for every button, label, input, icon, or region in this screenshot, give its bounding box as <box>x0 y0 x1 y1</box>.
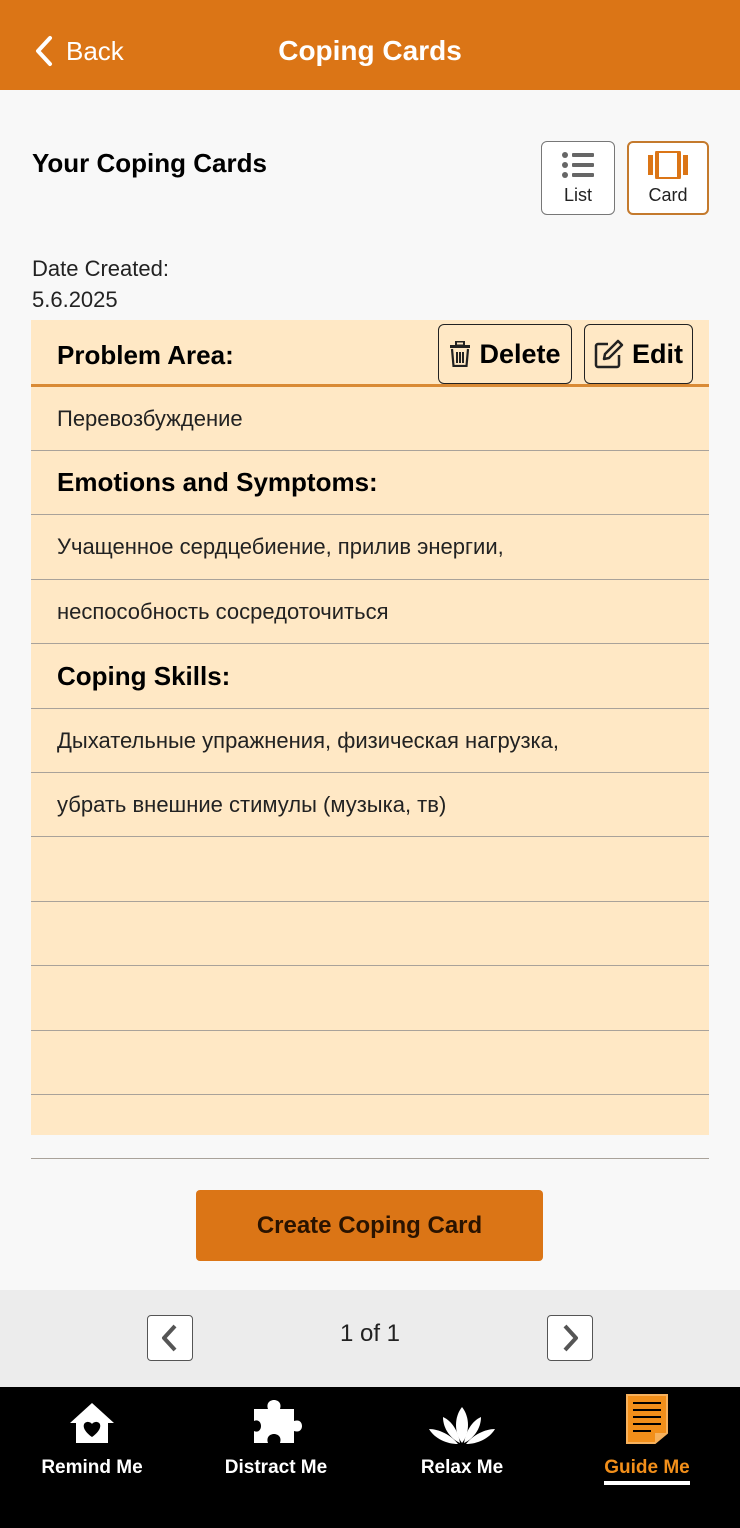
card-view-label: Card <box>648 184 688 205</box>
coping-card <box>31 320 709 1135</box>
date-created-label: Date Created: <box>32 256 169 281</box>
card-line <box>31 1095 709 1159</box>
card-line <box>31 1031 709 1095</box>
date-created-value: 5.6.2025 <box>32 287 118 312</box>
tab-label: Distract Me <box>224 1457 328 1478</box>
card-section-heading: Coping Skills: <box>31 645 709 709</box>
tab-distract-me[interactable] <box>214 1387 338 1507</box>
tab-guide-me[interactable] <box>596 1387 698 1507</box>
card-line: неспособность сосредоточиться <box>31 580 709 644</box>
chevron-right-icon <box>560 1323 580 1353</box>
card-view-button[interactable] <box>627 141 709 215</box>
list-view-label: List <box>563 184 592 205</box>
card-line: Дыхательные упражнения, физическая нагрузка, <box>31 709 709 773</box>
tab-remind-me[interactable] <box>30 1387 154 1507</box>
list-icon <box>561 151 595 179</box>
page-title: Coping Cards <box>278 35 462 66</box>
section-heading: Your Coping Cards <box>32 148 267 178</box>
card-header <box>31 320 709 387</box>
back-button[interactable] <box>34 28 124 74</box>
create-coping-card-button[interactable]: Create Coping Card <box>196 1190 543 1261</box>
lotus-icon <box>427 1405 497 1445</box>
back-label: Back <box>66 35 124 66</box>
card-line <box>31 838 709 902</box>
tab-label: Relax Me <box>420 1457 504 1478</box>
card-section-heading: Emotions and Symptoms: <box>31 451 709 515</box>
notepad-icon <box>625 1393 669 1445</box>
delete-label: Delete <box>479 338 561 369</box>
problem-area-label: Problem Area: <box>57 340 234 370</box>
house-heart-icon <box>68 1401 116 1445</box>
trash-icon <box>449 341 471 367</box>
card-line: Учащенное сердцебиение, прилив энергии, <box>31 516 709 580</box>
delete-button[interactable] <box>438 324 572 384</box>
next-page-button[interactable] <box>547 1315 593 1361</box>
chevron-left-icon <box>34 35 54 67</box>
puzzle-icon <box>250 1399 302 1445</box>
card-line <box>31 902 709 966</box>
tab-label: Remind Me <box>41 1457 143 1478</box>
card-line: Перевозбуждение <box>31 387 709 451</box>
page-indicator: 1 of 1 <box>339 1320 401 1347</box>
edit-button[interactable] <box>584 324 693 384</box>
cards-icon <box>648 151 688 179</box>
tab-relax-me[interactable] <box>404 1387 520 1507</box>
list-view-button[interactable] <box>541 141 615 215</box>
edit-icon <box>594 339 624 369</box>
tab-label: Guide Me <box>604 1457 690 1485</box>
edit-label: Edit <box>632 338 683 369</box>
card-line: убрать внешние стимулы (музыка, тв) <box>31 773 709 837</box>
card-line <box>31 967 709 1031</box>
